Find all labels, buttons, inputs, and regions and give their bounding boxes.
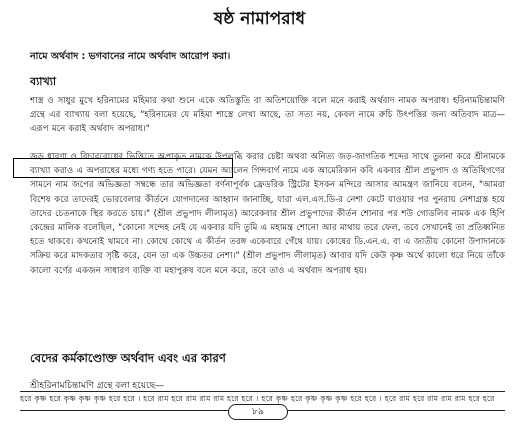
subheading: বেদের কর্মকাণ্ডোক্ত অর্থবাদ এবং এর কারণ <box>30 351 226 365</box>
definition-text: ভগবানের নামে অর্থবাদ আরোপ করা। <box>88 51 231 62</box>
explanation-heading: ব্যাখ্যা <box>30 75 57 88</box>
footer-rule-top <box>20 391 505 392</box>
highlight-box <box>13 158 233 178</box>
definition-line <box>30 50 230 65</box>
paragraph-2: জড় ধারণা ও বিচারবোধের ভিত্তিতে অপ্রাকৃত নামকে উপলব্ধি করার চেষ্টা অথবা অনিত্য জড়-জাগতিক শব্দের সাথে তুলনা করে শ্রীনামকে ব্যাখ্যা করাও এ অপরাধের মধ্যে গণ্য হতে পারে। যেমন অ্যালেন গিন্সবার্গ নামে এক আমেরিকান কবি একবার শ্রীল প্রভুপাদ ও অতিথিগণের সামনে নাম জপের অভিজ্ঞতা সম্বন্ধে তার অভিজ্ঞতা বর্ণনাপূর্বক ফ্রেডরিক স্ট্রিটের ইসকন মন্দিরে আসার আমন্ত্রণ জানিয়ে বলেন, "আমরা বিশেষ করে তাদেরই ভোরবেলার কীর্তনে যোগদানের আহ্বান জানাচ্ছি, যারা এল.এস.ডি-র নেশা কেটে যাওয়ার পর পুনরায় নেশাগ্রস্ত হয়ে তাদের চেতনাকে স্থির করতে চায়।" (শ্রীল প্রভুপাদ লীলামৃত) আরেকবার শ্রীল প্রভুপাদের কীর্তন শোনার পর শউ গোডলিব নামক এক হিপি কেন্দ্রের মালিক বলেছিল, "কোনো সন্দেহ নেই যে একবার যদি তুমি এ মহামন্ত্র শোনো আর মাথায় তরে ফেল, তবে সেখানেই তা প্রতিধ্বনিত হতে থাকবে। কখনোই থামবে না। কোথে কোথে এ কীর্তন তরঙ্গ একেবারে গেঁথে যায়। কোষের ডি.এন.এ. বা এ জাতীয় কোনো উপাদানকে সক্রিয় করে মাদকতার সৃষ্টি করে, যেন তা এক উচ্চতর নেশা।" (শ্রীল প্রভুপাদ লীলামৃত) আবার যদি কেউ কৃষ্ণ অর্থে কালো ধরে নিয়ে তাঁকে কালো বর্ণের একজন সাধারণ ব্যক্তি বা মহাপুরুষ বলে মনে করে, তবে তাও এ অর্থবাদ অপরাধ হয়। <box>30 152 505 276</box>
definition-label: নামে অর্থবাদ : <box>30 51 86 62</box>
quote-intro: শ্রীহরিনামচিন্তামণি গ্রন্থে বলা হয়েছে— <box>30 381 165 391</box>
page-number: ৮৯ <box>228 404 288 420</box>
paragraph-1: শাস্ত্র ও সাধুর মুখে হরিনামের মহিমার কথা শুনে একে অতিস্তুতি বা অতিশয়োক্তি বলে মনে করাই অর্থবাদ নামক অপরাধ। হরিনামচিন্তামণি গ্রন্থে এর ব্যাখ্যায় বলা হয়েছে, "হরিনামের যে মহিমা শাস্ত্রে লেখা আছে, তা সত্য নয়, কেবল নামে রুচি উৎপত্তির জন্য অতিবাদ মাত্র— এরূপ মনে করাই অর্থবাদ অপরাধ।" <box>30 96 505 135</box>
mantra-strip: হরে কৃষ্ণ হরে কৃষ্ণ কৃষ্ণ কৃষ্ণ হরে হরে । হরে রাম হরে রাম রাম রাম হরে হরে । হরে কৃষ্ণ হরে কৃষ্ণ কৃষ্ণ কৃষ্ণ হরে হরে । হরে রাম হরে রাম রাম রাম হরে হরে <box>20 394 495 403</box>
page-title: ষষ্ঠ নামাপরাধ <box>213 9 306 29</box>
